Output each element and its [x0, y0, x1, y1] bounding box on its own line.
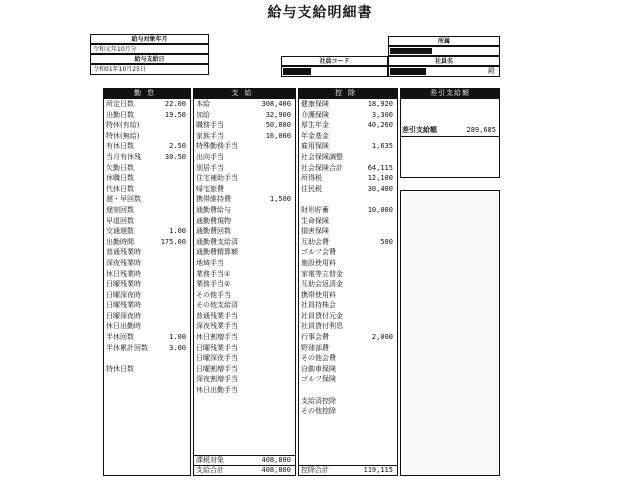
- attendance-item-label: 日曜深夜時: [106, 290, 141, 299]
- deduction-item-label: 雇用保険: [301, 142, 329, 151]
- payment-row: [194, 216, 295, 227]
- payments-footer: [194, 455, 295, 475]
- payment-item-label: 加給: [196, 110, 210, 119]
- deduction-item-label: 社会保険調整: [301, 152, 343, 161]
- attendance-row: [104, 353, 190, 364]
- net-box-bottom: [400, 190, 500, 476]
- payment-item-value: 1,500: [269, 195, 291, 204]
- payment-item-label: 休日出勤手当: [196, 386, 238, 395]
- payment-item-label: 通勤費支給済: [196, 237, 238, 246]
- attendance-item-label: 日曜残業時: [106, 280, 141, 289]
- payments-total-value: 408,800: [261, 466, 291, 474]
- paydate-value: 令和01年10月25日: [93, 66, 146, 73]
- net-row: [401, 125, 499, 137]
- deduction-item-label: 所得税: [301, 174, 322, 183]
- payment-item-label: 普通残業手当: [196, 311, 238, 320]
- attendance-row: [104, 194, 190, 205]
- deduction-row: [299, 184, 397, 195]
- deductions-footer: [299, 465, 397, 475]
- attendance-row: [104, 321, 190, 332]
- deduction-item-label: 住民税: [301, 184, 322, 193]
- payment-row: [194, 163, 295, 174]
- payment-item-label: 携帯維持費: [196, 195, 231, 204]
- deduction-item-value: 10,000: [367, 205, 393, 214]
- deduction-row: [299, 110, 397, 121]
- attendance-item-label: 遅刻回数: [106, 205, 134, 214]
- attendance-item-label: 代休日数: [106, 184, 134, 193]
- deduction-row: [299, 99, 397, 110]
- deduction-item-label: 年金基金: [301, 131, 329, 140]
- attendance-item-label: 有休日数: [106, 142, 134, 151]
- attendance-item-label: 半休累計回数: [106, 343, 148, 352]
- period-value: 令和元年10月分: [93, 46, 137, 53]
- attendance-row: [104, 131, 190, 142]
- attendance-row: [104, 300, 190, 311]
- net-heading: 差引支給額: [400, 88, 500, 98]
- payment-item-label: 地域手当: [196, 258, 224, 267]
- payment-row: [194, 226, 295, 237]
- attendance-item-label: 休日出勤時: [106, 322, 141, 331]
- deduction-row: [299, 237, 397, 248]
- deduction-item-label: 行事会費: [301, 333, 329, 342]
- deduction-item-label: 損害保険: [301, 227, 329, 236]
- net-value: 289,685: [466, 126, 496, 134]
- deduction-row: [299, 396, 397, 407]
- deduction-item-label: 厚生年金: [301, 121, 329, 130]
- deductions-total-value: 119,115: [363, 466, 393, 474]
- deductions-heading: 控除: [298, 88, 398, 98]
- attendance-item-label: 出勤日数: [106, 110, 134, 119]
- payment-row: [194, 173, 295, 184]
- attendance-item-label: 交通遅散: [106, 227, 134, 236]
- payment-row: [194, 385, 295, 396]
- payment-row: [194, 184, 295, 195]
- period-label: 給与対象年月: [131, 36, 168, 43]
- deduction-item-label: 社員持株会: [301, 301, 336, 310]
- attendance-row: [104, 205, 190, 216]
- payment-row: [194, 290, 295, 301]
- deduction-item-label: 携帯使用料: [301, 290, 336, 299]
- attendance-row: [104, 258, 190, 269]
- payment-item-label: 日曜割増手当: [196, 364, 238, 373]
- deduction-row: [299, 152, 397, 163]
- period-label-box: [90, 34, 209, 44]
- deduction-row: [299, 163, 397, 174]
- name-value-box: [388, 66, 500, 77]
- taxable-label: 課税対象: [196, 456, 224, 464]
- period-value-box: [90, 44, 209, 54]
- name-redaction: [390, 68, 426, 75]
- deduction-item-value: 2,000: [371, 333, 393, 342]
- payment-item-value: 32,900: [265, 110, 291, 119]
- attendance-row: [104, 141, 190, 152]
- code-label: 社員コード: [319, 58, 350, 65]
- deduction-row: [299, 300, 397, 311]
- attendance-row: [104, 226, 190, 237]
- payment-item-label: 通勤費給与: [196, 205, 231, 214]
- attendance-row: [104, 173, 190, 184]
- deduction-row: [299, 343, 397, 354]
- attendance-row: [104, 237, 190, 248]
- deduction-item-label: 社員貸付元金: [301, 311, 343, 320]
- payment-item-label: その他支給済: [196, 301, 238, 310]
- name-label: 社員名: [434, 58, 453, 65]
- deduction-item-label: 自動車保険: [301, 364, 336, 373]
- paydate-label-box: [90, 54, 209, 64]
- attendance-item-label: 日曜残業時: [106, 301, 141, 310]
- code-header-box: [281, 56, 388, 66]
- attendance-item-label: 休職日数: [106, 174, 134, 183]
- payment-item-label: 通勤費回数: [196, 227, 231, 236]
- attendance-item-value: 1.00: [169, 333, 186, 342]
- payment-row: [194, 131, 295, 142]
- deduction-item-value: 18,920: [367, 100, 393, 108]
- deduction-item-value: 30,400: [367, 184, 393, 193]
- deduction-item-label: 互助会費: [301, 237, 329, 246]
- attendance-row: [104, 332, 190, 343]
- payment-row: [194, 374, 295, 385]
- payment-row: [194, 353, 295, 364]
- attendance-row: [104, 120, 190, 131]
- attendance-row: [104, 269, 190, 280]
- attendance-item-label: 出勤時間: [106, 237, 134, 246]
- payment-item-value: 16,000: [265, 131, 291, 140]
- attendance-item-label: 普通残業時: [106, 248, 141, 257]
- payment-row: [194, 269, 295, 280]
- deduction-item-label: 社員貸付利息: [301, 322, 343, 331]
- payment-row: [194, 120, 295, 131]
- deduction-row: [299, 364, 397, 375]
- attendance-item-value: 1.00: [169, 227, 186, 236]
- payment-row: [194, 311, 295, 322]
- attendance-item-value: 2.50: [169, 142, 186, 151]
- deduction-item-value: 12,100: [367, 174, 393, 183]
- payment-item-label: 深夜割増手当: [196, 375, 238, 384]
- net-label: 差引支給額: [402, 126, 437, 134]
- payment-item-label: 通勤費現物: [196, 216, 231, 225]
- attendance-row: [104, 99, 190, 110]
- deduction-row: [299, 269, 397, 280]
- attendance-item-label: 特休日数: [106, 364, 134, 373]
- payments-total-label: 支給合計: [196, 466, 224, 474]
- attendance-item-label: 早退回数: [106, 216, 134, 225]
- payments-total-row: [194, 465, 295, 475]
- deduction-row: [299, 385, 397, 396]
- payment-item-label: その他手当: [196, 290, 231, 299]
- code-value-box: [281, 66, 388, 77]
- deduction-row: [299, 258, 397, 269]
- attendance-row: [104, 290, 190, 301]
- deductions-column: [298, 98, 398, 476]
- deduction-item-label: 財形貯蓄: [301, 205, 329, 214]
- attendance-row: [104, 152, 190, 163]
- attendance-row: [104, 364, 190, 375]
- payment-item-label: 日曜深夜手当: [196, 354, 238, 363]
- deduction-item-label: 施設使用料: [301, 258, 336, 267]
- payment-row: [194, 194, 295, 205]
- deduction-item-value: 500: [380, 237, 393, 246]
- deduction-item-label: 介護保険: [301, 110, 329, 119]
- paydate-label: 給与支給日: [134, 56, 165, 63]
- page-title: 給与支給明細書: [267, 5, 373, 21]
- attendance-item-label: 所定日数: [106, 100, 134, 108]
- deductions-total-row: [299, 466, 397, 475]
- name-header-box: [388, 56, 500, 66]
- deduction-row: [299, 406, 397, 417]
- attendance-row: [104, 311, 190, 322]
- deduction-item-value: 1,635: [371, 142, 393, 151]
- deduction-item-label: ゴルフ保険: [301, 375, 336, 384]
- payment-row: [194, 364, 295, 375]
- payment-item-label: 深夜残業手当: [196, 322, 238, 331]
- attendance-item-value: 19.50: [164, 110, 186, 119]
- deduction-row: [299, 290, 397, 301]
- attendance-item-value: 22.00: [164, 100, 186, 108]
- attendance-item-label: 半休回数: [106, 333, 134, 342]
- deduction-item-value: 64,115: [367, 163, 393, 172]
- deduction-row: [299, 205, 397, 216]
- deduction-item-label: 家電等立替金: [301, 269, 343, 278]
- attendance-item-value: 3.00: [169, 343, 186, 352]
- payment-item-label: 別居手当: [196, 163, 224, 172]
- payment-row: [194, 141, 295, 152]
- payment-item-label: 本給: [196, 100, 210, 108]
- payment-row: [194, 110, 295, 121]
- deduction-row: [299, 194, 397, 205]
- deduction-row: [299, 279, 397, 290]
- deduction-item-label: ゴルフ会費: [301, 248, 336, 257]
- attendance-row: [104, 110, 190, 121]
- payment-row: [194, 300, 295, 311]
- deductions-total-label: 控除合計: [301, 466, 329, 474]
- payments-column: [193, 98, 296, 476]
- payment-item-label: 帰宅旅費: [196, 184, 224, 193]
- attendance-item-label: 当月有休残: [106, 152, 141, 161]
- payment-row: [194, 279, 295, 290]
- deduction-item-label: 社会保険合計: [301, 163, 343, 172]
- dept-label-box: [388, 36, 500, 46]
- payment-item-label: 住宅補助手当: [196, 174, 238, 183]
- attendance-item-label: 休日残業時: [106, 269, 141, 278]
- attendance-row: [104, 343, 190, 354]
- code-redaction: [283, 68, 311, 75]
- deduction-row: [299, 332, 397, 343]
- attendance-item-label: 日曜深夜時: [106, 311, 141, 320]
- deduction-row: [299, 141, 397, 152]
- payment-row: [194, 247, 295, 258]
- taxable-value: 408,800: [261, 456, 291, 464]
- deduction-row: [299, 131, 397, 142]
- payment-item-label: 日曜残業手当: [196, 343, 238, 352]
- deduction-row: [299, 173, 397, 184]
- deduction-item-label: 野球部費: [301, 343, 329, 352]
- attendance-heading: 勤怠: [103, 88, 191, 98]
- payment-item-label: 業務手当①: [196, 269, 231, 278]
- deduction-row: [299, 216, 397, 227]
- attendance-item-value: 30.50: [164, 152, 186, 161]
- attendance-item-label: 特休(無給): [106, 131, 140, 140]
- payment-row: [194, 99, 295, 110]
- deduction-row: [299, 311, 397, 322]
- net-box-top: [400, 98, 500, 178]
- attendance-column: [103, 98, 191, 476]
- payment-row: [194, 343, 295, 354]
- attendance-row: [104, 163, 190, 174]
- payment-row: [194, 321, 295, 332]
- payment-item-label: 業務手当②: [196, 280, 231, 289]
- attendance-row: [104, 247, 190, 258]
- deduction-row: [299, 353, 397, 364]
- attendance-item-value: 175.00: [160, 237, 186, 246]
- payment-item-label: 家族手当: [196, 131, 224, 140]
- deduction-item-label: 健康保険: [301, 100, 329, 108]
- dept-value-box: [388, 46, 500, 56]
- attendance-row: [104, 216, 190, 227]
- payments-heading: 支給: [193, 88, 296, 98]
- honorific: 殿: [488, 67, 495, 75]
- payment-item-value: 50,000: [265, 121, 291, 130]
- payment-row: [194, 152, 295, 163]
- payment-item-label: 出向手当: [196, 152, 224, 161]
- deduction-row: [299, 374, 397, 385]
- payment-item-label: 特殊勤務手当: [196, 142, 238, 151]
- attendance-item-label: 遅・早回数: [106, 195, 141, 204]
- payment-item-label: 通勤費精算額: [196, 248, 238, 257]
- attendance-row: [104, 184, 190, 195]
- attendance-row: [104, 279, 190, 290]
- deduction-row: [299, 247, 397, 258]
- deduction-row: [299, 226, 397, 237]
- deduction-item-label: 生命保険: [301, 216, 329, 225]
- payment-row: [194, 258, 295, 269]
- dept-redaction: [390, 48, 432, 54]
- payment-row: [194, 332, 295, 343]
- attendance-item-label: 欠勤日数: [106, 163, 134, 172]
- deduction-row: [299, 120, 397, 131]
- deduction-item-value: 40,260: [367, 121, 393, 130]
- dept-label: 所属: [437, 38, 450, 45]
- paydate-value-box: [90, 64, 209, 75]
- payment-item-value: 308,400: [261, 100, 291, 108]
- attendance-item-label: 特休(有給): [106, 121, 140, 130]
- deduction-item-label: その他控除: [301, 407, 336, 416]
- payment-item-label: 休日割増手当: [196, 333, 238, 342]
- taxable-row: [194, 456, 295, 465]
- deduction-item-label: 支給済控除: [301, 396, 336, 405]
- deduction-item-label: その他会費: [301, 354, 336, 363]
- payment-item-label: 職務手当: [196, 121, 224, 130]
- payment-row: [194, 237, 295, 248]
- attendance-item-label: 深夜残業時: [106, 258, 141, 267]
- payment-row: [194, 205, 295, 216]
- deduction-item-value: 3,300: [371, 110, 393, 119]
- deduction-row: [299, 321, 397, 332]
- deduction-item-label: 互助会返済金: [301, 280, 343, 289]
